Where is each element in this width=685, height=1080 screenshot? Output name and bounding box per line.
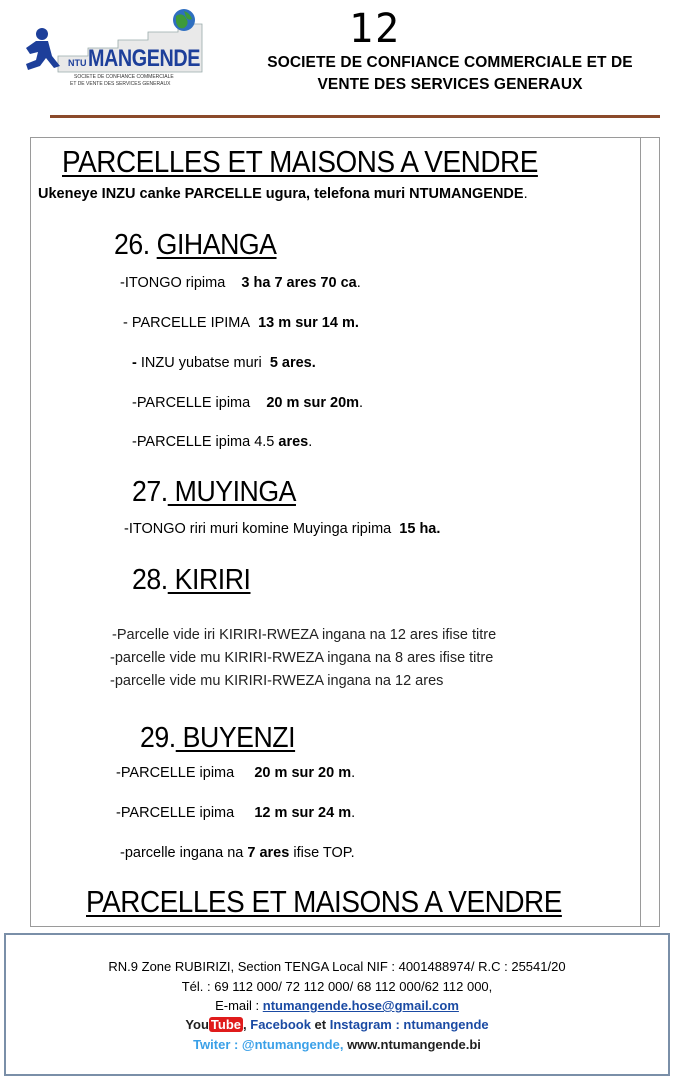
- footer-email-line: [4, 998, 670, 1013]
- item-value: 13 m sur 14 m.: [258, 315, 359, 331]
- item-dash: -: [132, 355, 137, 371]
- tagline: [38, 186, 528, 202]
- item-text: -ITONGO ripima: [120, 275, 226, 291]
- logo-prefix: NTU: [68, 58, 87, 68]
- item-value: 15 ha.: [399, 521, 441, 537]
- youtube-you[interactable]: You: [185, 1017, 209, 1032]
- item-value: 5 ares.: [269, 355, 316, 371]
- tagline-end: .: [523, 186, 528, 202]
- logo-subtitle-1: SOCIETE DE CONFIANCE COMMERCIALE: [74, 74, 174, 80]
- section-title-gihanga: [114, 229, 277, 262]
- item-text: -PARCELLE ipima 4.5: [132, 434, 275, 450]
- closing-heading: PARCELLES ET MAISONS A VENDRE: [86, 884, 562, 919]
- item-text: -PARCELLE ipima: [132, 395, 251, 411]
- item-text: -PARCELLE ipima: [116, 805, 235, 821]
- company-name-line-2: VENTE DES SERVICES GENERAUX: [317, 76, 583, 93]
- section-number: 26.: [114, 229, 150, 261]
- page-heading: PARCELLES ET MAISONS A VENDRE: [62, 144, 538, 179]
- section-title-kiriri: [132, 564, 250, 597]
- section-name: MUYINGA: [167, 476, 296, 508]
- item-value: 12 m sur 24 m: [254, 805, 352, 821]
- list-item: [132, 434, 312, 450]
- list-item: [124, 521, 440, 537]
- list-item: [116, 805, 355, 821]
- item-text: -parcelle ingana na: [120, 845, 244, 861]
- website-link[interactable]: www.ntumangende.bi: [343, 1037, 481, 1052]
- item-value: 3 ha 7 ares 70 ca: [241, 275, 357, 291]
- footer-phones: Tél. : 69 112 000/ 72 112 000/ 68 112 000/62 112 000,: [181, 979, 493, 994]
- item-text: - PARCELLE IPIMA: [123, 315, 251, 331]
- item-text: -ITONGO riri muri komine Muyinga ripima: [124, 521, 392, 537]
- section-title-muyinga: [132, 476, 296, 509]
- twitter-link[interactable]: Twiter : @ntumangende,: [193, 1037, 344, 1052]
- item-tail: .: [308, 434, 313, 450]
- list-item: -parcelle vide mu KIRIRI-RWEZA ingana na 8 ares ifise titre: [110, 650, 494, 666]
- email-label: E-mail :: [215, 998, 263, 1013]
- section-name: KIRIRI: [167, 564, 251, 596]
- logo-subtitle-2: ET DE VENTE DES SERVICES GENERAUX: [70, 81, 171, 87]
- item-tail: .: [356, 275, 361, 291]
- list-item: [120, 275, 361, 291]
- list-item: [132, 355, 316, 371]
- list-item: -Parcelle vide iri KIRIRI-RWEZA ingana na 12 ares ifise titre: [112, 627, 497, 643]
- social-et: et: [310, 1017, 330, 1032]
- item-text: -PARCELLE ipima: [116, 765, 235, 781]
- footer-social-line: [4, 1017, 670, 1032]
- social-separator: ,: [243, 1017, 251, 1032]
- item-tail: .: [359, 395, 364, 411]
- company-logo: [14, 8, 206, 92]
- footer-address: RN.9 Zone RUBIRIZI, Section TENGA Local NIF : 4001488974/ R.C : 25541/20: [108, 959, 566, 974]
- section-number: 27.: [132, 476, 168, 508]
- item-tail: ifise TOP.: [289, 845, 355, 861]
- section-number: 29.: [140, 722, 176, 754]
- email-link[interactable]: ntumangende.hose@gmail.com: [262, 998, 459, 1013]
- item-tail: .: [351, 805, 356, 821]
- list-item: [123, 315, 359, 331]
- item-text: INZU yubatse muri: [136, 355, 262, 371]
- facebook-link[interactable]: Facebook: [250, 1017, 311, 1032]
- item-value: 7 ares: [247, 845, 290, 861]
- list-item: -parcelle vide mu KIRIRI-RWEZA ingana na 12 ares: [110, 673, 444, 689]
- section-name: GIHANGA: [156, 229, 277, 261]
- section-number: 28.: [132, 564, 168, 596]
- list-item: [116, 765, 355, 781]
- section-name: BUYENZI: [175, 722, 296, 754]
- company-name-line-1: SOCIETE DE CONFIANCE COMMERCIALE ET DE: [267, 54, 633, 71]
- logo-graphic: [14, 8, 206, 92]
- item-value: 20 m sur 20 m: [254, 765, 352, 781]
- footer-twitter-line: [4, 1037, 670, 1052]
- page-number: 12: [348, 6, 402, 52]
- list-item: [132, 395, 363, 411]
- item-tail: .: [351, 765, 356, 781]
- logo-main-text: MANGENDE: [88, 45, 201, 72]
- header-divider: [50, 115, 660, 118]
- item-value: ares: [278, 434, 309, 450]
- list-item: [120, 845, 355, 861]
- listing-box-margin-line: [640, 137, 641, 927]
- item-value: 20 m sur 20m: [266, 395, 360, 411]
- instagram-link[interactable]: Instagram : ntumangende: [329, 1017, 489, 1032]
- section-title-buyenzi: [140, 722, 295, 755]
- youtube-tube-icon[interactable]: Tube: [210, 1017, 242, 1032]
- tagline-text: Ukeneye INZU canke PARCELLE ugura, telefona muri NTUMANGENDE: [38, 186, 524, 202]
